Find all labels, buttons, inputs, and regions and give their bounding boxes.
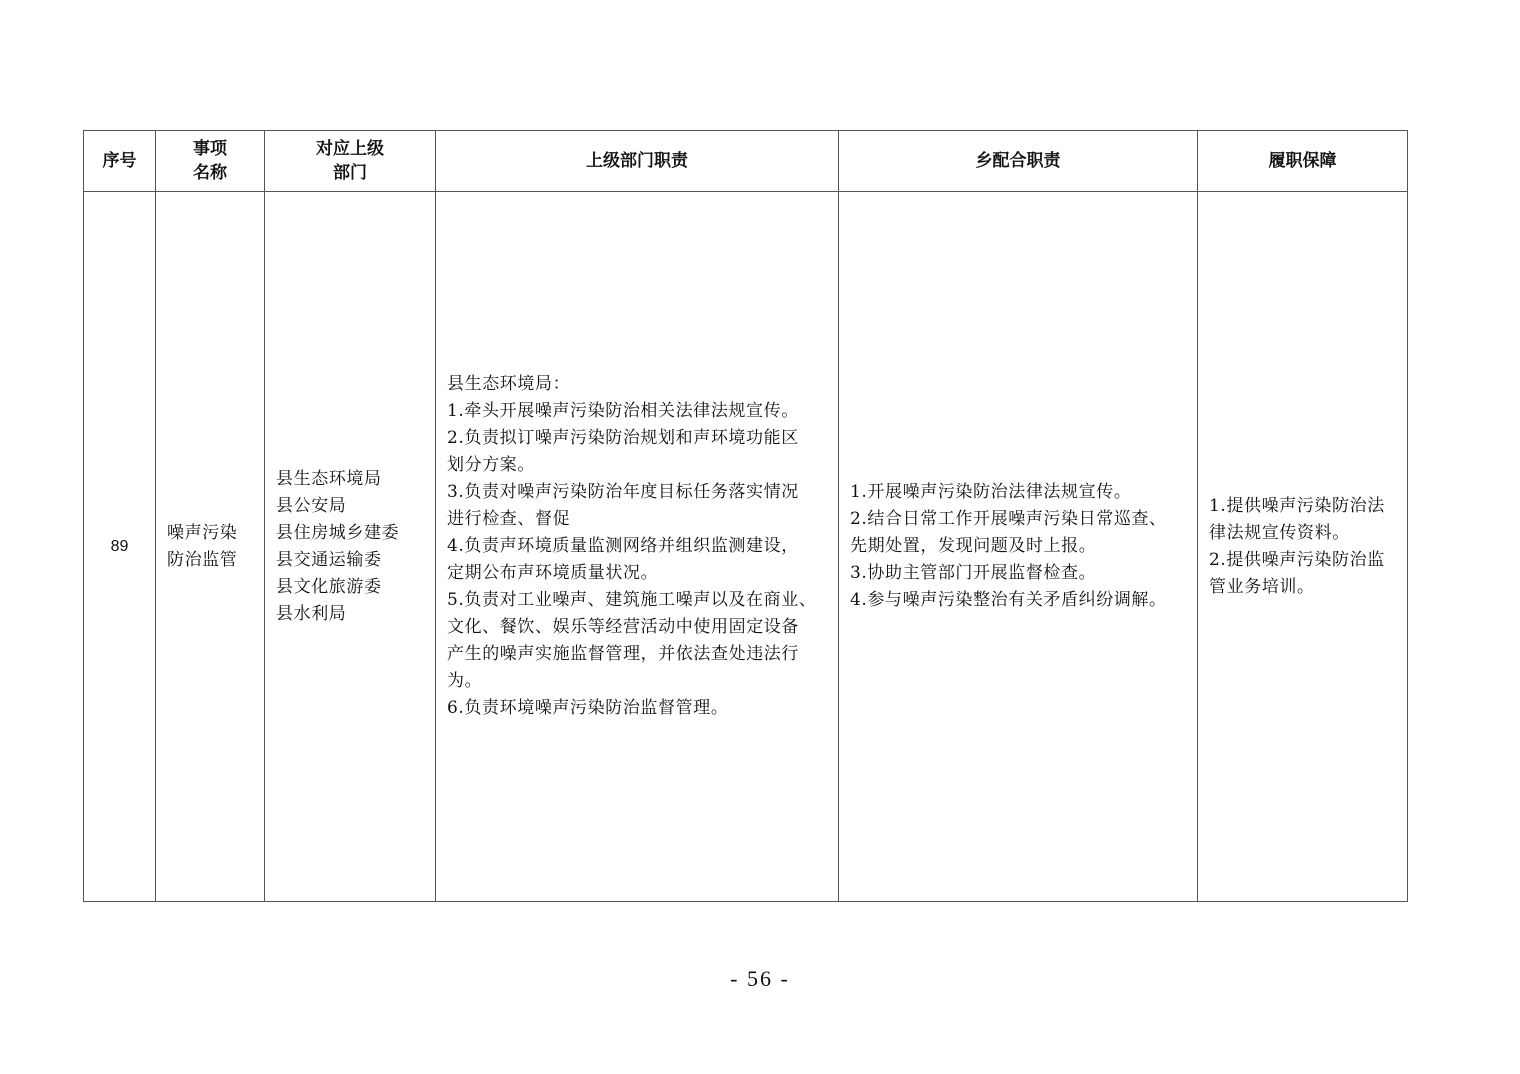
page-number: - 56 - <box>730 966 790 991</box>
dept-line: 县生态环境局 <box>276 468 382 489</box>
upper-duty-line: 文化、餐饮、娱乐等经营活动中使用固定设备 <box>447 617 799 637</box>
upper-duty-line: 县生态环境局： <box>447 374 571 394</box>
upper-duty-line: 产生的噪声实施监督管理，并依法查处违法行 <box>447 644 799 664</box>
header-dept-line: 对应上级 <box>316 139 384 159</box>
upper-duty-line: 进行检查、督促 <box>447 509 571 529</box>
upper-duty-line: 2.负责拟订噪声污染防治规划和声环境功能区 <box>447 428 799 448</box>
dept-line: 县交通运输委 <box>276 549 382 570</box>
dept-line: 县公安局 <box>276 495 347 516</box>
guarantee-line: 2.提供噪声污染防治监 <box>1209 549 1385 570</box>
township-duty-line: 2.结合日常工作开展噪声污染日常巡查、 <box>850 509 1167 529</box>
dept-line: 县水利局 <box>276 603 347 624</box>
township-duty-line: 3.协助主管部门开展监督检查。 <box>850 563 1097 583</box>
dept-line: 县文化旅游委 <box>276 576 382 597</box>
header-guarantee: 履职保障 <box>1198 131 1408 192</box>
township-duty-line: 1.开展噪声污染防治法律法规宣传。 <box>850 482 1132 502</box>
item-name-line: 防治监管 <box>167 549 238 570</box>
cell-guarantee <box>1198 192 1408 902</box>
item-name-line: 噪声污染 <box>167 522 238 543</box>
cell-upper-duty <box>436 192 839 902</box>
upper-duty-line: 6.负责环境噪声污染防治监督管理。 <box>447 698 729 718</box>
cell-seq: 89 <box>84 192 156 902</box>
cell-depts <box>265 192 436 902</box>
dept-line: 县住房城乡建委 <box>276 522 400 543</box>
upper-duty-line: 定期公布声环境质量状况。 <box>447 563 659 583</box>
township-duty-line: 先期处置，发现问题及时上报。 <box>850 536 1097 556</box>
header-seq: 序号 <box>84 131 156 192</box>
upper-duty-line: 5.负责对工业噪声、建筑施工噪声以及在商业、 <box>447 590 817 610</box>
upper-duty-line: 划分方案。 <box>447 455 535 475</box>
cell-item-name <box>156 192 265 902</box>
upper-duty-line: 3.负责对噪声污染防治年度目标任务落实情况 <box>447 482 799 502</box>
upper-duty-line: 1.牵头开展噪声污染防治相关法律法规宣传。 <box>447 401 799 421</box>
header-item-name-line: 名称 <box>193 163 227 183</box>
guarantee-line: 1.提供噪声污染防治法 <box>1209 495 1385 516</box>
upper-duty-line: 4.负责声环境质量监测网络并组织监测建设， <box>447 536 799 556</box>
township-duty-line: 4.参与噪声污染整治有关矛盾纠纷调解。 <box>850 590 1167 610</box>
cell-township-duty <box>839 192 1198 902</box>
header-dept-line: 部门 <box>333 163 367 183</box>
header-upper-duty: 上级部门职责 <box>436 131 839 192</box>
table-header-row <box>84 131 1408 192</box>
header-township-duty: 乡配合职责 <box>839 131 1198 192</box>
guarantee-line: 律法规宣传资料。 <box>1209 522 1350 543</box>
header-item-name <box>156 131 265 192</box>
header-dept <box>265 131 436 192</box>
table-row <box>84 192 1408 902</box>
header-item-name-line: 事项 <box>193 139 227 159</box>
guarantee-line: 管业务培训。 <box>1209 576 1315 597</box>
duty-table <box>83 130 1408 902</box>
upper-duty-line: 为。 <box>447 671 483 691</box>
